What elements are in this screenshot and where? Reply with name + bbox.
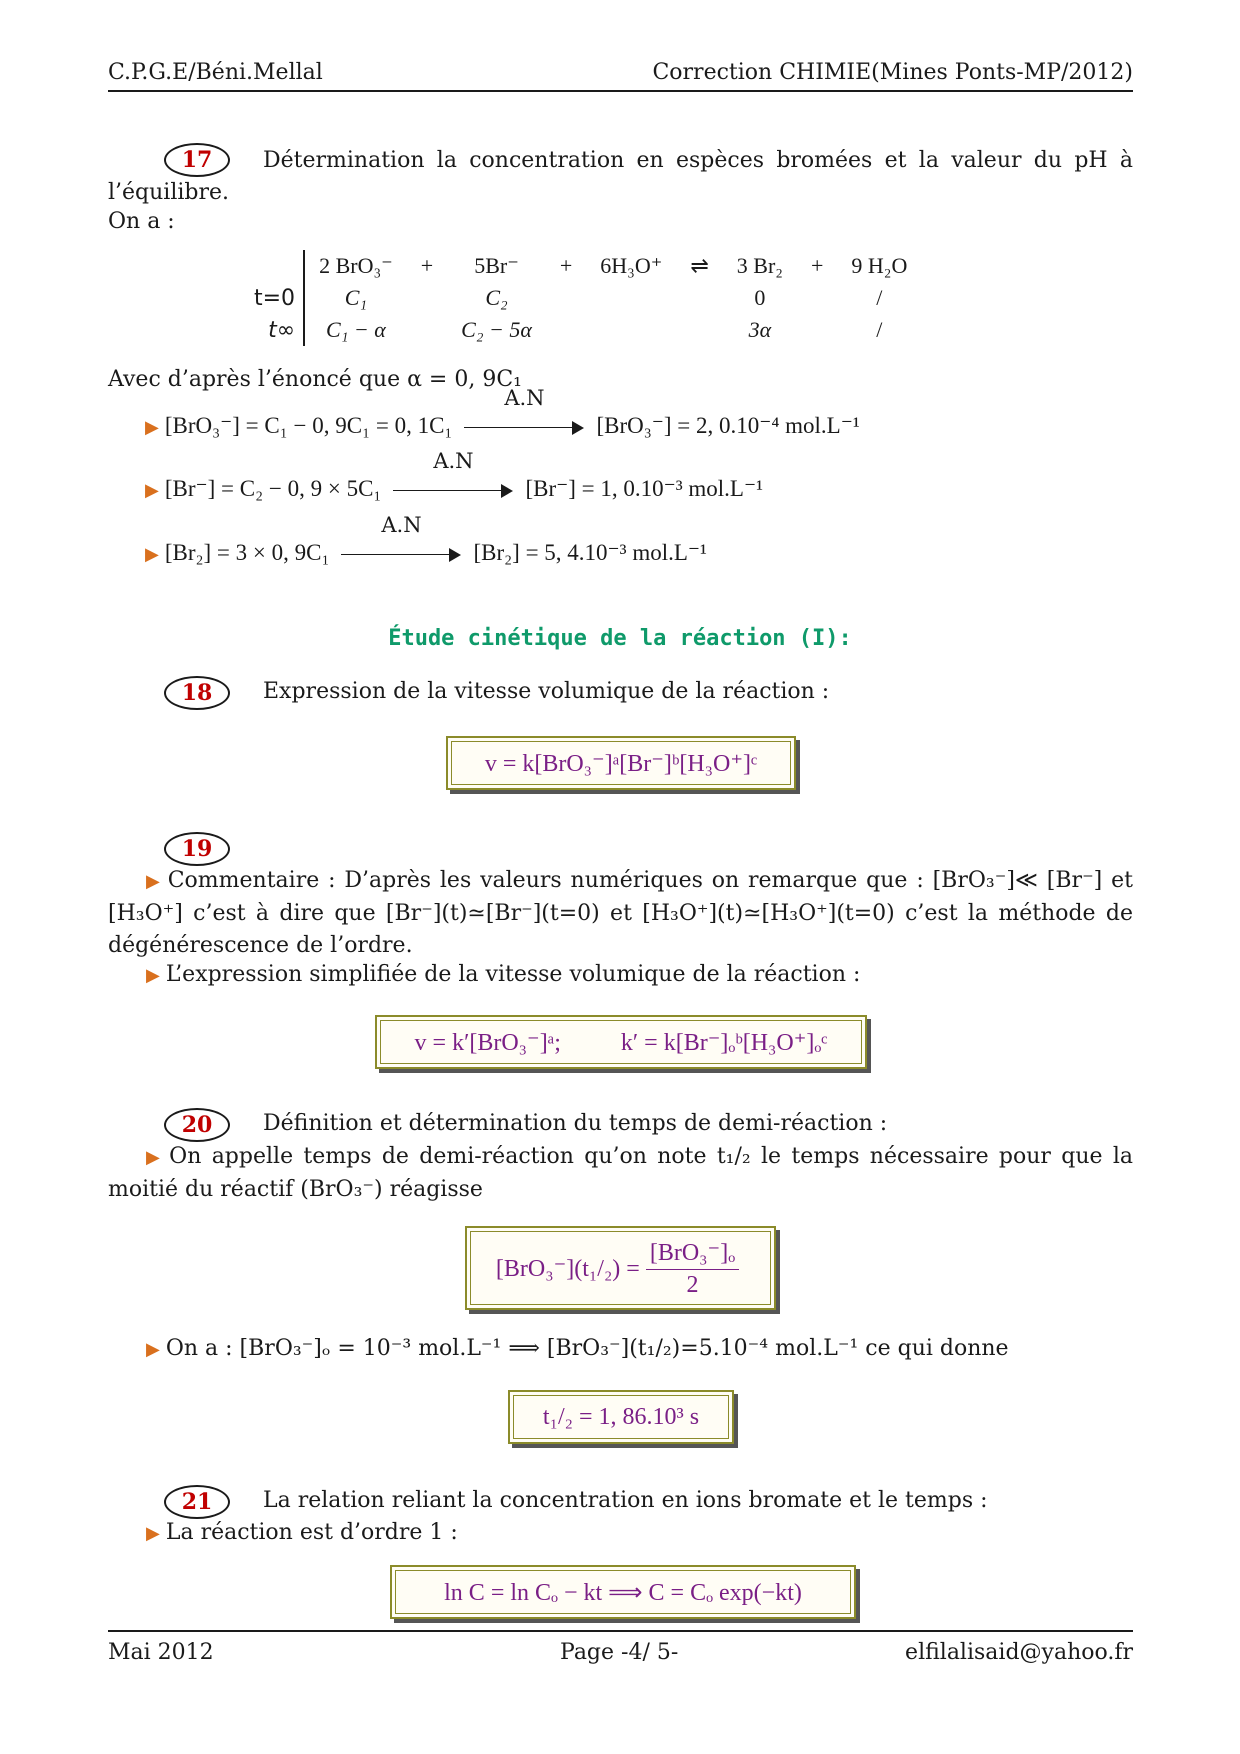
- half-life-definition-box: [BrO₃⁻](t₁/₂) = $\frac{\text{[BrO₃⁻]ₒ}}{2}$: [465, 1226, 776, 1310]
- question-number-20: 20: [164, 1108, 230, 1142]
- bullet-br2: ▶ [Br₂] = 3 × 0, 9C₁ A.N [Br₂] = 5, 4.10⁻³ mol.L⁻¹: [145, 512, 707, 565]
- reagent-3: 6H₃O⁺: [600, 253, 663, 278]
- footer-rule: [108, 1630, 1133, 1632]
- q20-definition: ▶ On appelle temps de demi-réaction qu’on note t₁/₂ le temps nécessaire pour que la moitié du réactif (BrO₃⁻) réagisse: [108, 1144, 1133, 1202]
- reaction-row-tinf: t∞ C₁ − α C₂ − 5α 3α /: [240, 314, 921, 346]
- reaction-row-t0: t=0 C₁ C₂ 0 /: [240, 282, 921, 314]
- q20-title: Définition et détermination du temps de demi-réaction :: [263, 1111, 888, 1136]
- q21-title: La relation reliant la concentration en ions bromate et le temps :: [263, 1488, 988, 1513]
- triangle-bullet-icon: ▶: [146, 965, 160, 986]
- half-life-value-box: t₁/₂ = 1, 86.10³ s: [508, 1390, 734, 1444]
- footer-page-number: Page -4/ 5-: [560, 1640, 679, 1665]
- bullet-bro3: ▶ [BrO₃⁻] = C₁ − 0, 9C₁ = 0, 1C₁ A.N [BrO₃⁻] = 2, 0.10⁻⁴ mol.L⁻¹: [145, 385, 860, 438]
- q17-on-a: On a :: [108, 209, 175, 234]
- triangle-bullet-icon: ▶: [146, 1339, 160, 1360]
- q21-order: ▶ La réaction est d’ordre 1 :: [146, 1520, 458, 1545]
- product-2: 9 H₂O: [851, 253, 908, 278]
- equilibrium-arrow: ⇌: [690, 253, 709, 278]
- section-title: Étude cinétique de la réaction (I):: [388, 626, 852, 651]
- reaction-table: [240, 250, 921, 346]
- row-label-t0: t=0: [240, 282, 304, 314]
- rate-law-box: v = k[BrO₃⁻]ᵃ[Br⁻]ᵇ[H₃O⁺]ᶜ: [446, 736, 796, 790]
- q17-avec: Avec d’après l’énoncé que α = 0, 9C₁: [108, 367, 522, 392]
- reagent-1: 2 BrO₃⁻: [319, 253, 393, 278]
- q18-title: Expression de la vitesse volumique de la réaction :: [263, 679, 830, 704]
- q17-title: Détermination la concentration en espèces bromées et la valeur du pH à l’équilibre.: [108, 148, 1133, 205]
- triangle-bullet-icon: ▶: [145, 544, 159, 564]
- header-right: Correction CHIMIE(Mines Ponts-MP/2012): [652, 60, 1133, 85]
- bullet-br: ▶ [Br⁻] = C₂ − 0, 9 × 5C₁ A.N [Br⁻] = 1, 0.10⁻³ mol.L⁻¹: [145, 448, 764, 501]
- product-1: 3 Br₂: [736, 253, 783, 278]
- an-arrow: A.N: [464, 416, 584, 440]
- question-number-17: 17: [164, 143, 230, 177]
- triangle-bullet-icon: ▶: [146, 1523, 160, 1544]
- simplified-rate-box: v = k′[BrO₃⁻]ᵃ; k′ = k[Br⁻]ₒᵇ[H₃O⁺]ₒᶜ: [375, 1015, 867, 1069]
- question-number-18: 18: [164, 676, 230, 710]
- an-arrow: A.N: [393, 479, 513, 503]
- header-rule: [108, 90, 1133, 92]
- footer-date: Mai 2012: [108, 1640, 214, 1665]
- triangle-bullet-icon: ▶: [145, 480, 159, 500]
- triangle-bullet-icon: ▶: [146, 871, 162, 892]
- reagent-2: 5Br⁻: [474, 253, 519, 278]
- header-left: C.P.G.E/Béni.Mellal: [108, 60, 323, 85]
- q19-comment: ▶ Commentaire : D’après les valeurs numériques on remarque que : [BrO₃⁻]≪ [Br⁻] et [H₃O⁺] c’est à dire que [Br⁻](t)≃[Br⁻](t=0) et [H₃O⁺](t)≃[H₃O⁺](t=0) c’est la méthode de dégénérescence de l’ordre.: [108, 868, 1133, 958]
- an-arrow: A.N: [341, 543, 461, 567]
- row-label-tinf: t∞: [240, 314, 304, 346]
- question-number-21: 21: [164, 1485, 230, 1519]
- q20-calculation: ▶ On a : [BrO₃⁻]ₒ = 10⁻³ mol.L⁻¹ ⟹ [BrO₃⁻](t₁/₂)=5.10⁻⁴ mol.L⁻¹ ce qui donne: [146, 1336, 1009, 1361]
- reaction-equation-row: 2 BrO₃⁻ + 5Br⁻ + 6H₃O⁺ ⇌ 3 Br₂ + 9 H₂O: [240, 250, 921, 282]
- q19-simplified: ▶ L’expression simplifiée de la vitesse volumique de la réaction :: [146, 962, 861, 987]
- footer-email: elfilalisaid@yahoo.fr: [905, 1640, 1133, 1665]
- question-number-19: 19: [164, 832, 230, 866]
- triangle-bullet-icon: ▶: [145, 417, 159, 437]
- integrated-law-box: ln C = ln Cₒ − kt ⟹ C = Cₒ exp(−kt): [390, 1565, 856, 1619]
- triangle-bullet-icon: ▶: [146, 1147, 164, 1168]
- fraction: $\frac{\text{[BrO₃⁻]ₒ}}{2}$: [646, 1238, 739, 1299]
